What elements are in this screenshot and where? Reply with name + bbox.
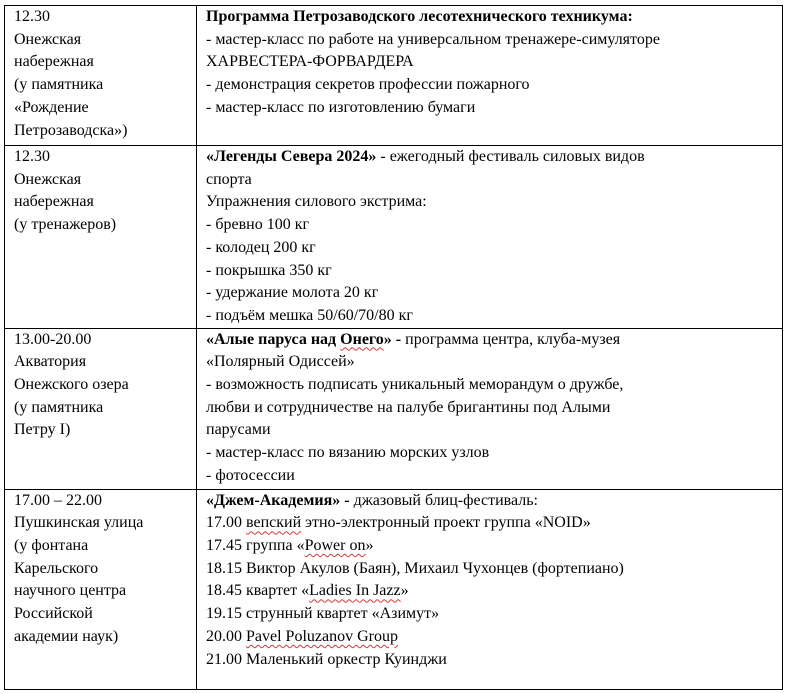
program-item — [206, 603, 776, 626]
event-title-suffix: - ежегодный фестиваль силовых видов — [376, 148, 645, 165]
program-item-text: » — [365, 537, 374, 555]
event-schedule-table — [4, 5, 783, 690]
program-item-text: 17.00 — [206, 514, 246, 532]
event-title-part: Онего — [340, 330, 384, 348]
program-item-text: 18.45 квартет « — [206, 582, 310, 600]
time-place-line: (у памятника — [14, 76, 104, 94]
time-place-line: 17.00 – 22.00 — [14, 491, 102, 509]
program-item-text: 17.45 группа « — [206, 537, 305, 555]
event-title-suffix: программа центра, клуба-музея — [405, 330, 621, 348]
program-item-text: 19.15 струнный квартет «Азимут» — [206, 605, 440, 623]
event-detail-line: спорта — [206, 170, 252, 188]
event-detail-line: - мастер-класс по изготовлению бумаги — [206, 98, 476, 116]
event-time-place — [5, 6, 197, 146]
event-detail-line: - бревно 100 кг — [206, 216, 310, 234]
time-place-line: (у памятника — [14, 398, 104, 416]
time-place-line: Российской — [14, 605, 93, 623]
time-place-line: «Рождение — [14, 98, 89, 116]
program-item-marked: Pavel Poluzanov Group — [246, 627, 398, 645]
event-title-part: » - — [383, 330, 406, 348]
time-place-line: 12.30 — [14, 148, 50, 165]
event-detail-line: любви и сотрудничестве на палубе бригантины под Алыми — [206, 398, 611, 416]
event-description — [197, 6, 783, 146]
program-item-text: 21.00 Маленький оркестр Куинджи — [206, 650, 447, 668]
program-item-text: 20.00 — [206, 627, 246, 645]
event-detail-line: ХАРВЕСТЕРА-ФОРВАРДЕРА — [206, 53, 414, 71]
table-row — [5, 6, 783, 146]
event-description — [197, 489, 783, 689]
time-place-line: 12.30 — [14, 8, 50, 25]
event-title: «Джем-Академия» - — [206, 491, 354, 509]
event-time-place — [5, 146, 197, 329]
event-detail-line: - мастер-класс по работе на универсальном тренажере-симуляторе — [206, 30, 660, 48]
time-place-line: Петрозаводска») — [14, 121, 128, 139]
time-place-line: (у тренажеров) — [14, 216, 117, 234]
time-place-line: Пушкинская улица — [14, 514, 144, 532]
event-detail-line: парусами — [206, 421, 271, 439]
event-detail-line: - возможность подписать уникальный меморандум о дружбе, — [206, 376, 624, 394]
program-item-text: этно-электронный проект группа «NOID» — [301, 514, 591, 532]
program-item — [206, 558, 776, 581]
program-item-text: 18.15 Виктор Акулов (Баян), Михаил Чухонцев (фортепиано) — [206, 559, 624, 577]
program-item — [206, 535, 776, 558]
time-place-line: Петру I) — [14, 421, 71, 439]
time-place-line: Онежского озера — [14, 376, 129, 394]
event-detail-line: «Полярный Одиссей» — [206, 353, 355, 371]
time-place-line: Акватория — [14, 353, 87, 371]
event-time-place — [5, 489, 197, 689]
time-place-line: академии наук) — [14, 627, 119, 645]
event-description — [197, 328, 783, 489]
event-time-place — [5, 328, 197, 489]
event-title-suffix: джазовый блиц-фестиваль: — [353, 491, 538, 509]
event-title — [206, 331, 405, 348]
event-detail-line: - фотосессии — [206, 466, 295, 484]
program-item-text: » — [400, 582, 409, 600]
program-item-marked: Power on — [304, 537, 366, 555]
time-place-line: научного центра — [14, 582, 127, 600]
event-detail-line: - демонстрация секретов профессии пожарного — [206, 76, 530, 94]
program-item — [206, 649, 776, 672]
event-detail-line: - колодец 200 кг — [206, 238, 316, 256]
time-place-line: 13.00-20.00 — [14, 330, 92, 348]
event-title: «Легенды Севера 2024» — [206, 148, 377, 165]
table-row — [5, 146, 783, 329]
time-place-line: Онежская — [14, 170, 82, 188]
event-detail-line: Упражнения силового экстрима: — [206, 193, 427, 211]
program-item-marked: Ladies In Jazz — [309, 582, 401, 600]
time-place-line: Карельского — [14, 559, 99, 577]
event-detail-line: - мастер-класс по вязанию морских узлов — [206, 444, 490, 462]
event-title: Программа Петрозаводского лесотехнического техникума: — [206, 8, 633, 25]
event-detail-line: - удержание молота 20 кг — [206, 284, 379, 302]
time-place-line: набережная — [14, 193, 94, 211]
program-item — [206, 580, 776, 603]
table-row — [5, 489, 783, 689]
event-detail-line: - покрышка 350 кг — [206, 261, 332, 279]
program-item — [206, 626, 776, 649]
time-place-line: Онежская — [14, 30, 82, 48]
event-title-part: «Алые паруса над — [206, 330, 341, 348]
event-detail-line: - подъём мешка 50/60/70/80 кг — [206, 306, 413, 324]
program-item — [206, 512, 776, 535]
time-place-line: набережная — [14, 53, 94, 71]
time-place-line: (у фонтана — [14, 537, 89, 555]
event-description — [197, 146, 783, 329]
table-row — [5, 328, 783, 489]
program-item-marked: вепский — [246, 514, 302, 532]
